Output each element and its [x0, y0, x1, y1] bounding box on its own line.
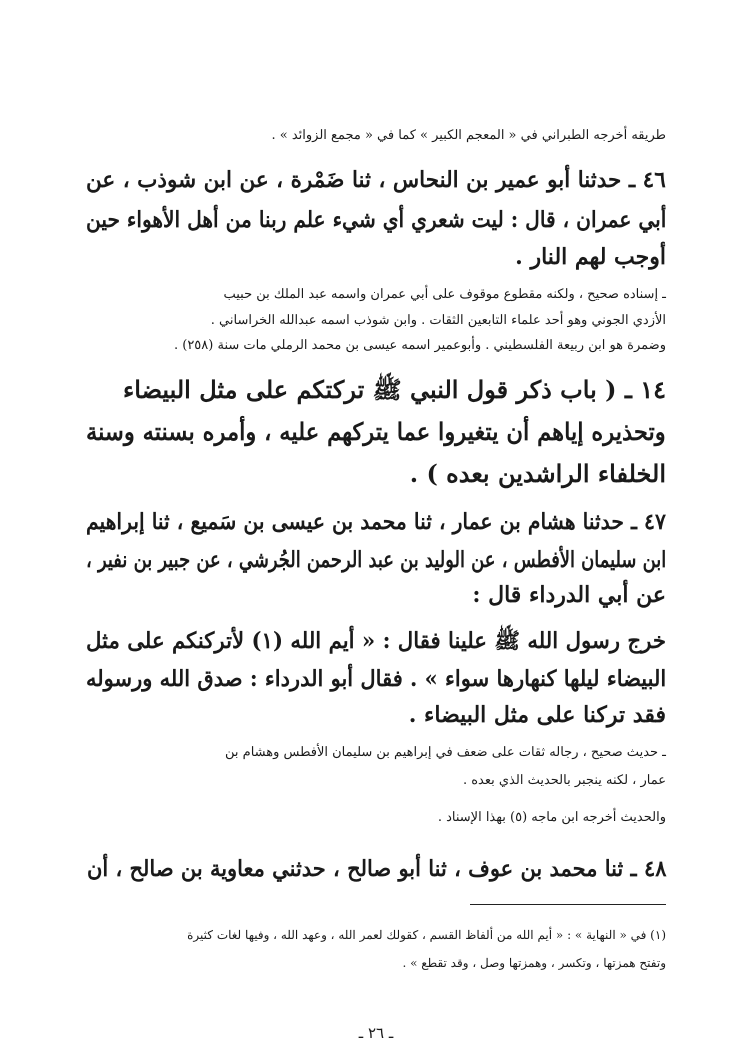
hadith-46-line-1: ٤٦ ـ حدثنا أبو عمير بن النحاس ، ثنا ضَمْرة ، عن ابن شوذب ، عن [86, 167, 666, 193]
footnote-line-1: (١) في « النهاية » : « أيم الله من ألفاظ القسم ، كقولك لعمر الله ، وعهد الله ، وفيها لغات كثيرة [187, 928, 666, 942]
hadith-46-line-3: أوجب لهم النار . [515, 244, 666, 270]
footnote-divider [470, 904, 666, 905]
page-number: ـ ٢٦ ـ [358, 1024, 394, 1042]
hadith-47-line-2: ابن سليمان الأفطس ، عن الوليد بن عبد الرحمن الجُرشي ، عن جبير بن نفير ، [85, 547, 666, 573]
footnote-line-2: وتفتح همزتها ، وتكسر ، وهمزتها وصل ، وقد تقطع » . [402, 956, 666, 970]
commentary-47-line-1: ـ حديث صحيح ، رجاله ثقات على ضعف في إبراهيم بن سليمان الأفطس وهشام بن [225, 745, 666, 760]
commentary-line-3: وضمرة هو ابن ربيعة الفلسطيني . وأبوعمير اسمه عيسى بن محمد الرملي مات سنة (٢٥٨) . [173, 338, 666, 353]
hadith-47-text-line-3: فقد تركنا على مثل البيضاء . [408, 702, 666, 728]
hadith-47-line-1: ٤٧ ـ حدثنا هشام بن عمار ، ثنا محمد بن عيسى بن سَميع ، ثنا إبراهيم [86, 509, 666, 535]
hadith-47-text-line-1: خرج رسول الله ﷺ علينا فقال : « أيم الله (١) لأتركنكم على مثل [86, 628, 666, 654]
commentary-47-line-3: والحديث أخرجه ابن ماجه (٥) بهذا الإسناد . [437, 810, 666, 825]
commentary-line-1: ـ إسناده صحيح ، ولكنه مقطوع موقوف على أبي عمران واسمه عبد الملك بن حبيب [223, 287, 666, 302]
commentary-line-2: الأزدي الجوني وهو أحد علماء التابعين الثقات . وابن شوذب اسمه عبدالله الخراساني . [210, 313, 666, 328]
hadith-48-line-1: ٤٨ ـ ثنا محمد بن عوف ، ثنا أبو صالح ، حدثني معاوية بن صالح ، أن [86, 856, 666, 882]
chapter-heading-line-1: ١٤ ـ ( باب ذكر قول النبي ﷺ تركتكم على مثل البيضاء [122, 375, 666, 404]
commentary-47-line-2: عمار ، لكنه ينجبر بالحديث الذي بعده . [462, 773, 666, 788]
chapter-heading-line-2: وتحذيره إياهم أن يتغيروا عما يتركهم عليه ، وأمره بسنته وسنة [86, 417, 666, 446]
hadith-47-text-line-2: البيضاء ليلها كنهارها سواء » . فقال أبو الدرداء : صدق الله ورسوله [85, 666, 666, 692]
hadith-47-line-3: عن أبي الدرداء قال : [472, 582, 666, 608]
text-line-1: طريقه أخرجه الطبراني في « المعجم الكبير » كما في « مجمع الزوائد » . [271, 128, 666, 143]
hadith-46-line-2: أبي عمران ، قال : ليت شعري أي شيء علم ربنا من أهل الأهواء حين [85, 207, 666, 233]
chapter-heading-line-3: الخلفاء الراشدين بعده ) . [409, 459, 666, 488]
